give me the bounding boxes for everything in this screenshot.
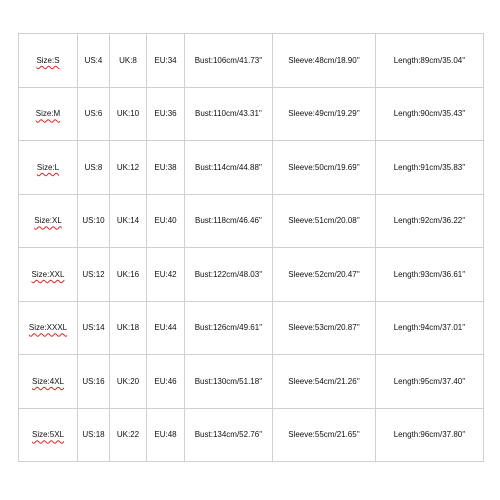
us-size: US:6 [78, 87, 110, 141]
bust-measurement: Bust:118cm/46.46'' [185, 194, 273, 248]
uk-size: UK:12 [110, 141, 147, 195]
size-label: Size:M [19, 87, 78, 141]
eu-size: EU:46 [147, 355, 185, 409]
uk-size: UK:18 [110, 301, 147, 355]
eu-size: EU:40 [147, 194, 185, 248]
uk-size: UK:20 [110, 355, 147, 409]
us-size: US:12 [78, 248, 110, 302]
sleeve-measurement: Sleeve:48cm/18.90'' [273, 34, 376, 88]
us-size: US:16 [78, 355, 110, 409]
length-measurement: Length:90cm/35.43'' [376, 87, 484, 141]
bust-measurement: Bust:106cm/41.73'' [185, 34, 273, 88]
bust-measurement: Bust:134cm/52.76'' [185, 408, 273, 462]
eu-size: EU:38 [147, 141, 185, 195]
length-measurement: Length:91cm/35.83'' [376, 141, 484, 195]
length-measurement: Length:94cm/37.01'' [376, 301, 484, 355]
size-row-xxxl [19, 301, 484, 355]
bust-measurement: Bust:130cm/51.18'' [185, 355, 273, 409]
eu-size: EU:36 [147, 87, 185, 141]
size-label: Size:5XL [19, 408, 78, 462]
size-label: Size:4XL [19, 355, 78, 409]
eu-size: EU:34 [147, 34, 185, 88]
sleeve-measurement: Sleeve:50cm/19.69'' [273, 141, 376, 195]
bust-measurement: Bust:114cm/44.88'' [185, 141, 273, 195]
length-measurement: Length:89cm/35.04'' [376, 34, 484, 88]
bust-measurement: Bust:122cm/48.03'' [185, 248, 273, 302]
eu-size: EU:48 [147, 408, 185, 462]
us-size: US:8 [78, 141, 110, 195]
size-row-l [19, 141, 484, 195]
size-label: Size:XL [19, 194, 78, 248]
sleeve-measurement: Sleeve:52cm/20.47'' [273, 248, 376, 302]
us-size: US:10 [78, 194, 110, 248]
bust-measurement: Bust:126cm/49.61'' [185, 301, 273, 355]
size-row-s [19, 34, 484, 88]
length-measurement: Length:92cm/36.22'' [376, 194, 484, 248]
size-chart-table [18, 33, 484, 462]
sleeve-measurement: Sleeve:53cm/20.87'' [273, 301, 376, 355]
size-label: Size:S [19, 34, 78, 88]
length-measurement: Length:93cm/36.61'' [376, 248, 484, 302]
uk-size: UK:22 [110, 408, 147, 462]
size-label: Size:L [19, 141, 78, 195]
eu-size: EU:42 [147, 248, 185, 302]
length-measurement: Length:96cm/37.80'' [376, 408, 484, 462]
sleeve-measurement: Sleeve:54cm/21.26'' [273, 355, 376, 409]
sleeve-measurement: Sleeve:49cm/19.29'' [273, 87, 376, 141]
size-row-xl [19, 194, 484, 248]
size-row-5xl [19, 408, 484, 462]
length-measurement: Length:95cm/37.40'' [376, 355, 484, 409]
bust-measurement: Bust:110cm/43.31'' [185, 87, 273, 141]
sleeve-measurement: Sleeve:55cm/21.65'' [273, 408, 376, 462]
size-row-4xl [19, 355, 484, 409]
uk-size: UK:16 [110, 248, 147, 302]
sleeve-measurement: Sleeve:51cm/20.08'' [273, 194, 376, 248]
us-size: US:14 [78, 301, 110, 355]
us-size: US:4 [78, 34, 110, 88]
size-label: Size:XXXL [19, 301, 78, 355]
uk-size: UK:8 [110, 34, 147, 88]
size-label: Size:XXL [19, 248, 78, 302]
eu-size: EU:44 [147, 301, 185, 355]
size-row-xxl [19, 248, 484, 302]
uk-size: UK:14 [110, 194, 147, 248]
uk-size: UK:10 [110, 87, 147, 141]
size-row-m [19, 87, 484, 141]
us-size: US:18 [78, 408, 110, 462]
